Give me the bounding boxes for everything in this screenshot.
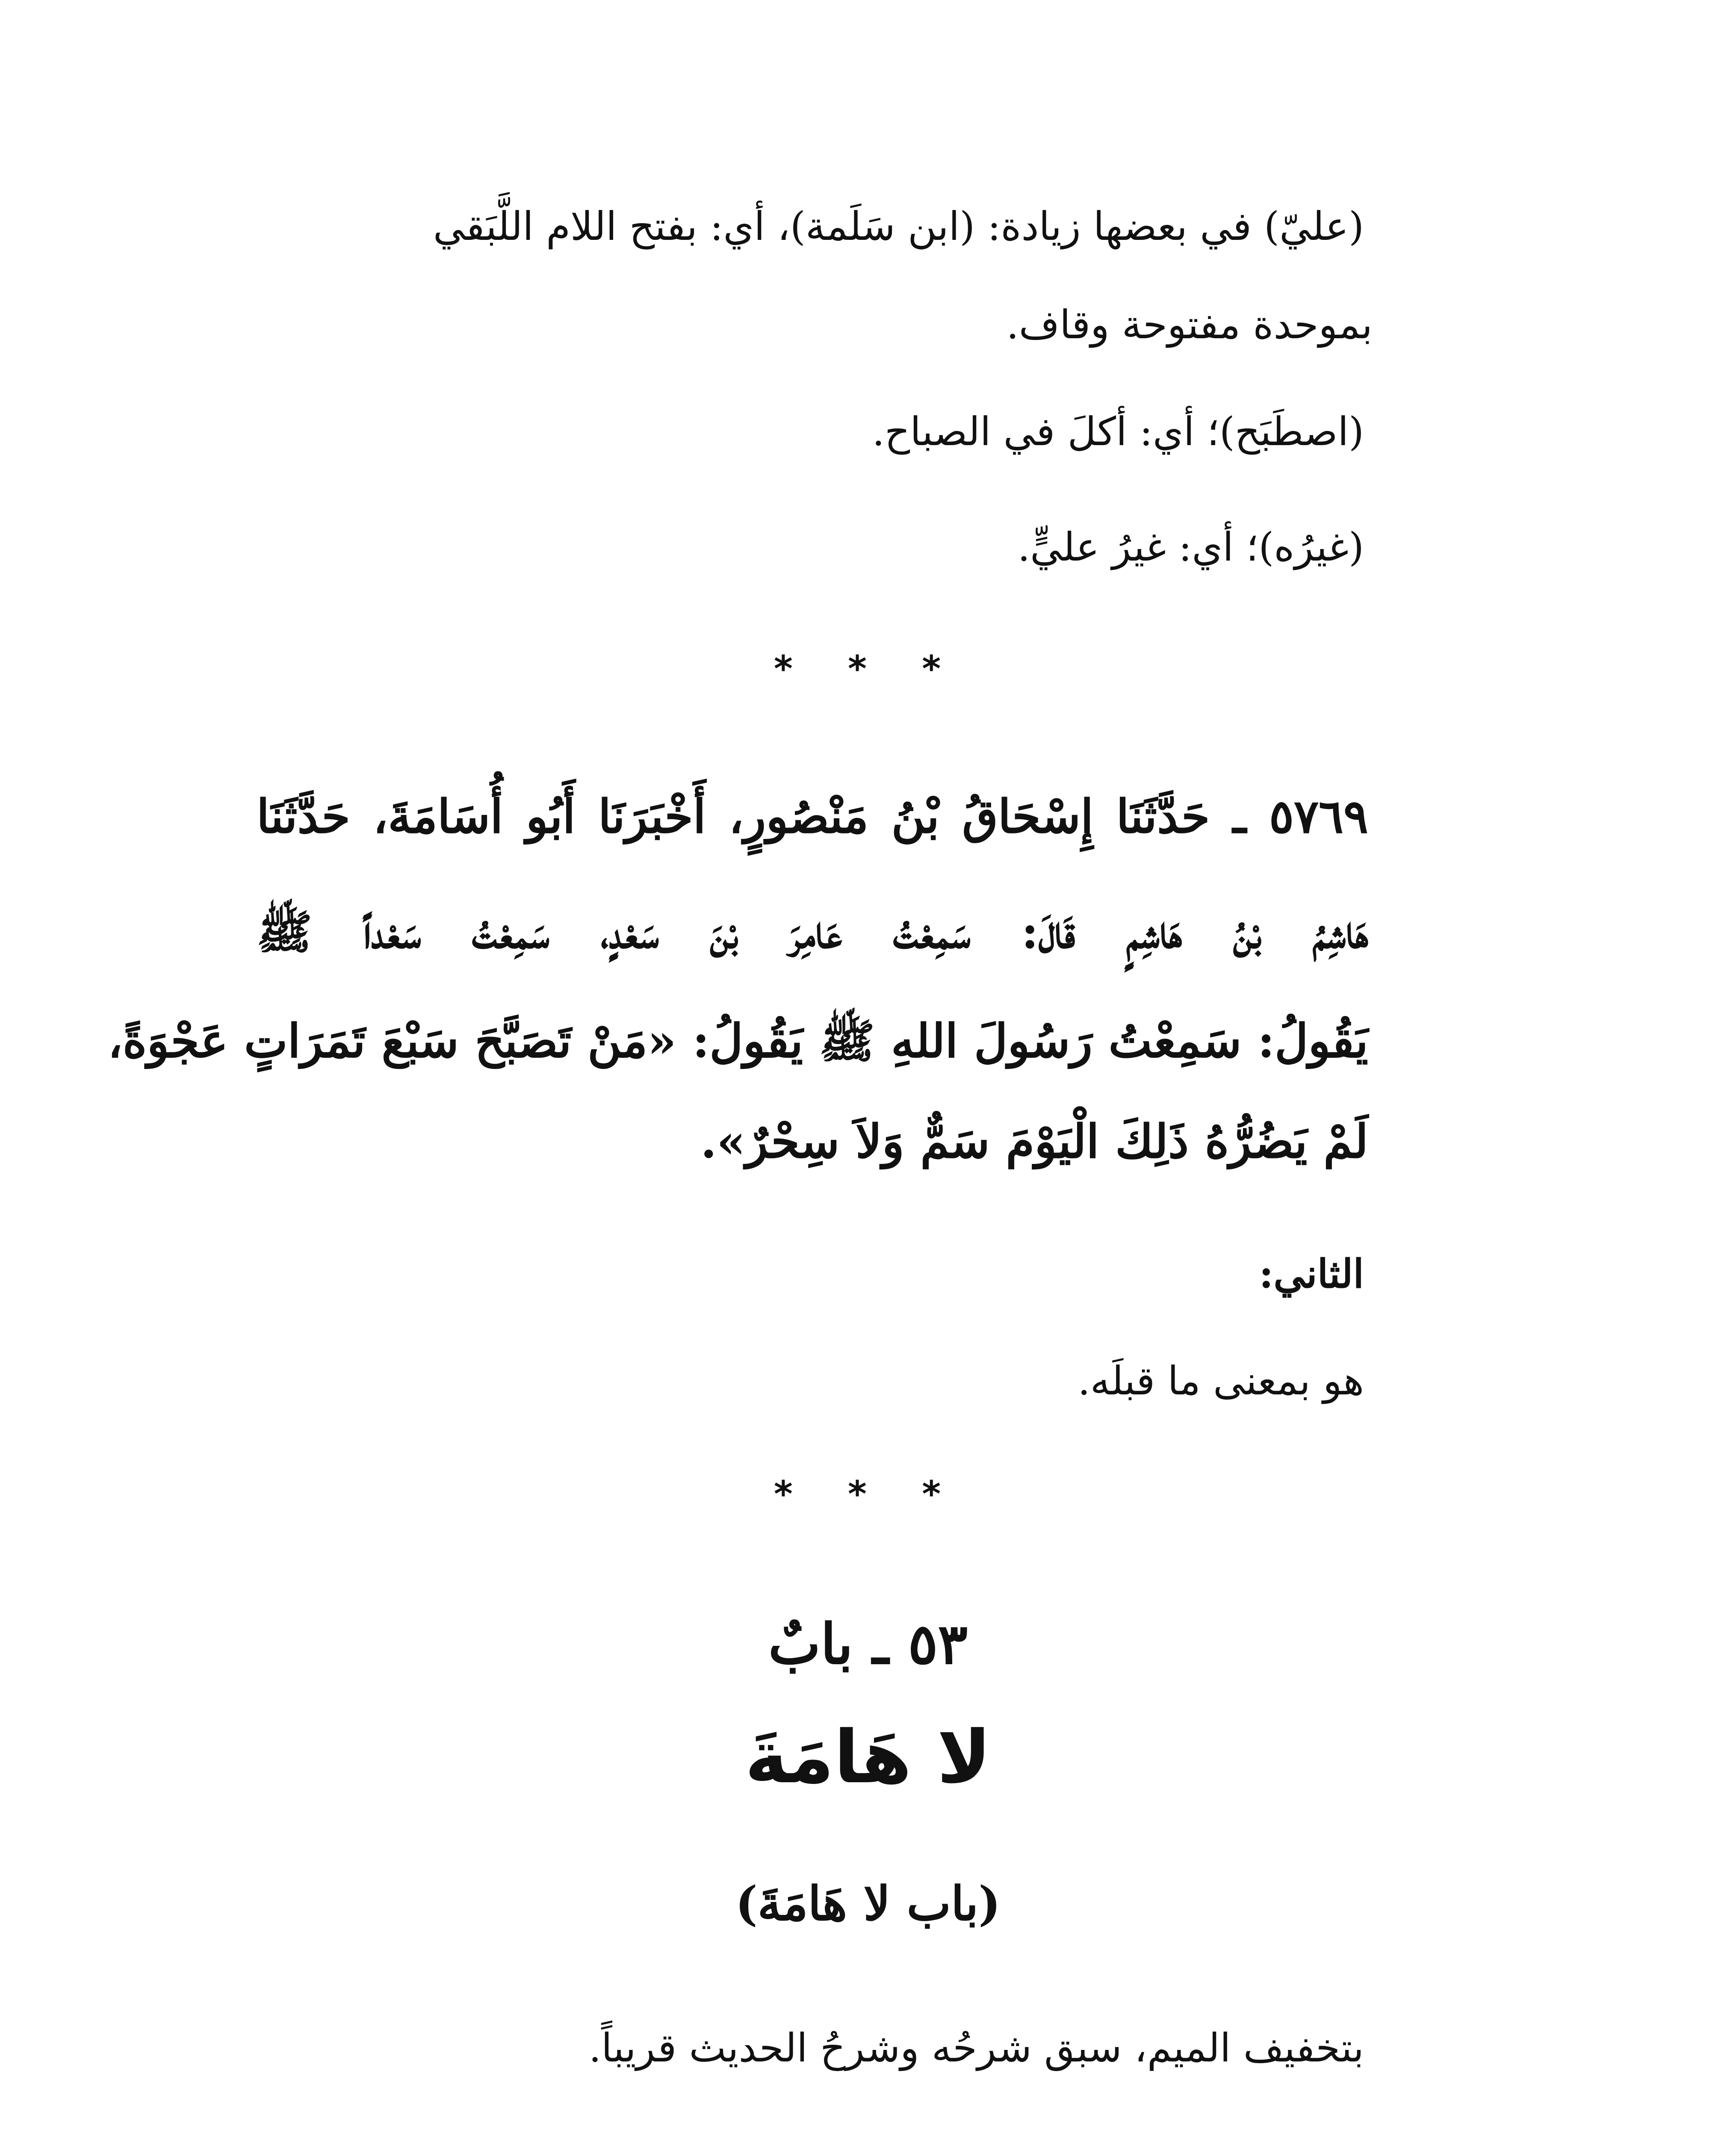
section-separator-1: * * * (774, 648, 962, 690)
commentary-text: هو بمعنى ما قبلَه. (1078, 1358, 1364, 1404)
commentary-heading: الثاني: (1259, 1251, 1364, 1297)
chapter-title: لا هَامَةَ (745, 1715, 991, 1800)
commentary-line-4: (غيرُه)؛ أي: غيرُ عليٍّ. (1017, 524, 1364, 570)
chapter-subtitle: (باب لا هَامَةَ) (735, 1876, 1001, 1931)
hadith-5769-line-3: يَقُولُ: سَمِعْتُ رَسُولَ اللهِ ﷺ يَقُولُ: «مَنْ تَصَبَّحَ سَبْعَ تَمَرَاتٍ عَجْوَةً، (108, 1014, 1368, 1068)
commentary-line-2: بموحدة مفتوحة وقاف. (1006, 302, 1373, 348)
hadith-5769-line-1: ٥٧٦٩ ـ حَدَّثَنَا إِسْحَاقُ بْنُ مَنْصُورٍ، أَخْبَرَنَا أَبُو أُسَامَةَ، حَدَّثَنَا (257, 790, 1368, 844)
hadith-5769-line-4: لَمْ يَضُرُّهُ ذَلِكَ الْيَوْمَ سَمٌّ وَلاَ سِحْرٌ». (700, 1115, 1368, 1169)
chapter-note: بتخفيف الميم، سبق شرحُه وشرحُ الحديث قريباً. (588, 2025, 1364, 2071)
chapter-number: ٥٣ ـ بابٌ (768, 1611, 968, 1677)
commentary-line-3: (اصطَبَح)؛ أي: أكلَ في الصباح. (872, 409, 1364, 455)
commentary-line-1: (عليّ) في بعضها زيادة: (ابن سَلَمة)، أي: بفتح اللام اللَّبَقي (433, 204, 1364, 249)
section-separator-2: * * * (774, 1473, 962, 1515)
hadith-5769-line-2: هَاشِمُ بْنُ هَاشِمٍ قَالَ: سَمِعْتُ عَامِرَ بْنَ سَعْدٍ، سَمِعْتُ سَعْداً ﷺ (257, 905, 1368, 959)
